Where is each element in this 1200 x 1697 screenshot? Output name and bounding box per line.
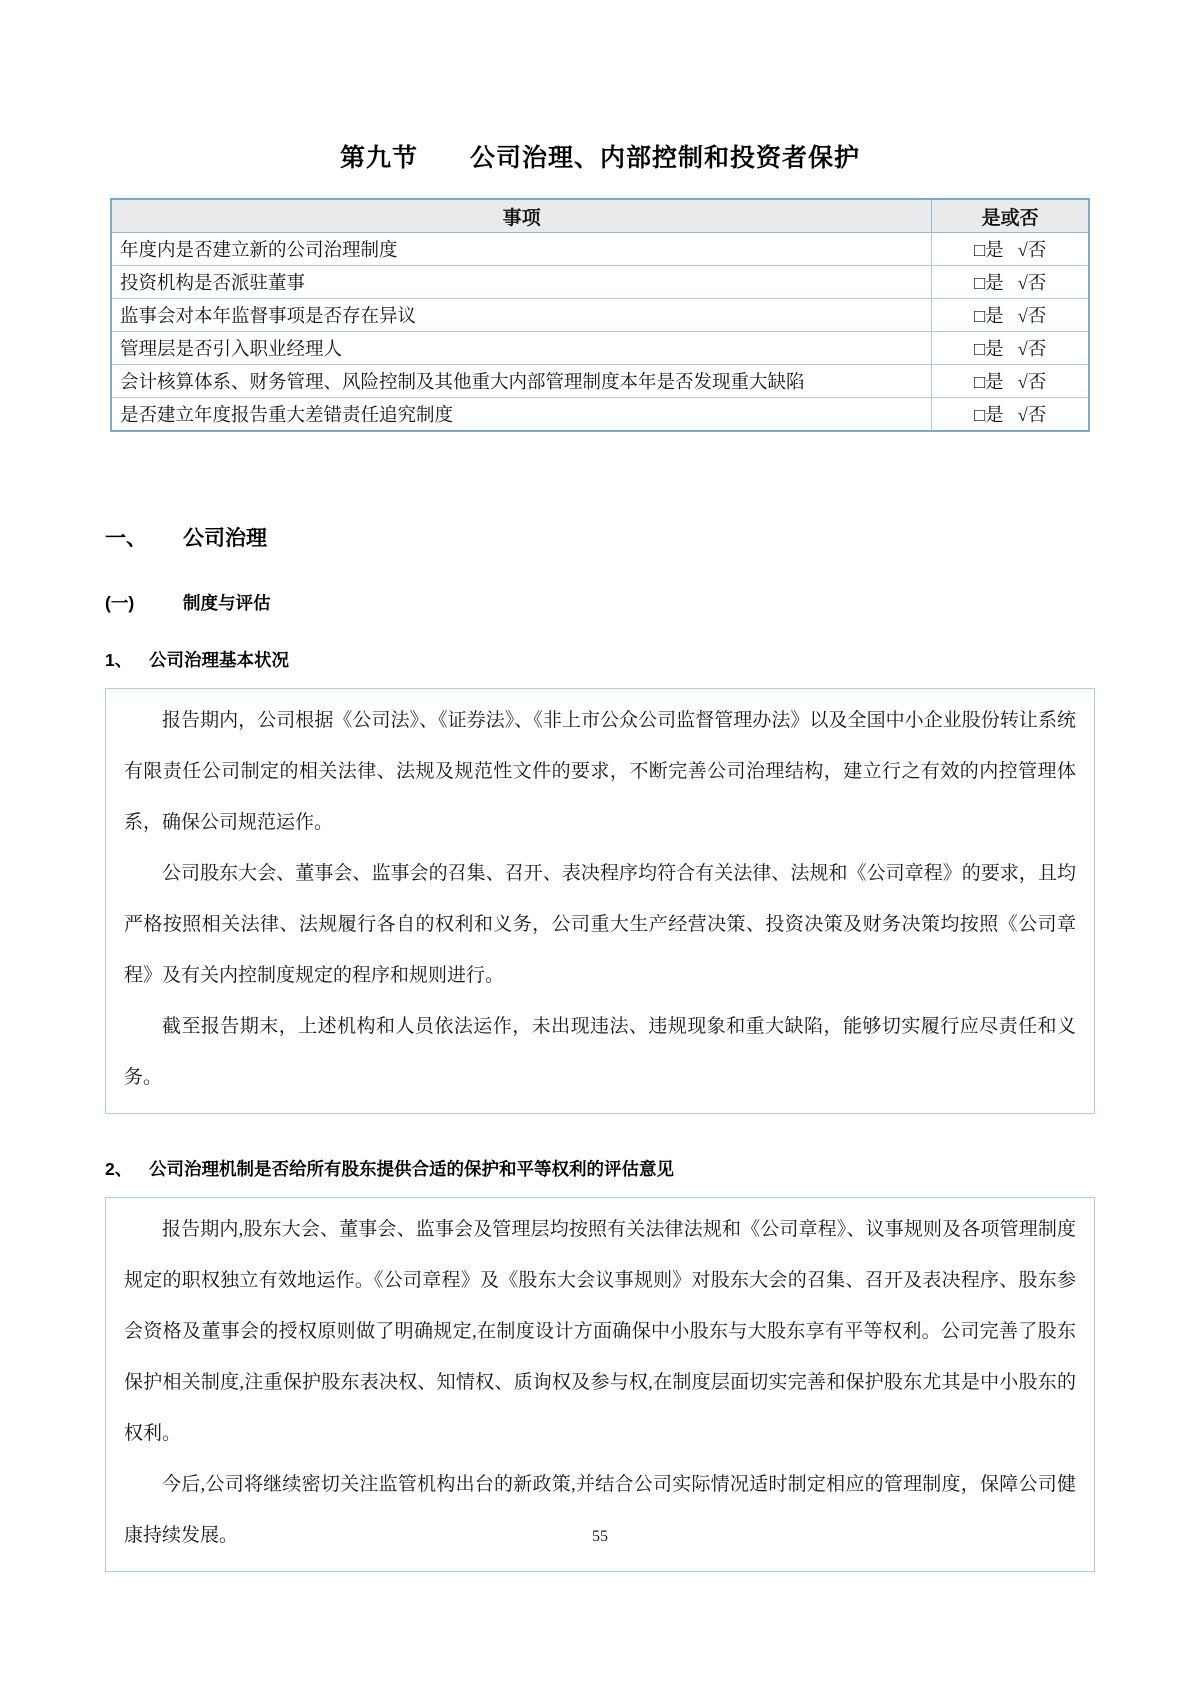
item-title: 公司治理基本状况: [149, 650, 289, 670]
governance-checklist-table: [110, 198, 1090, 432]
table-row: [111, 266, 1089, 299]
subsection-heading-system-evaluation: [105, 590, 1095, 615]
checkbox-unchecked-yes: □是: [973, 307, 1004, 327]
table-row: [111, 332, 1089, 365]
column-header-yes-or-no: 是或否: [932, 199, 1089, 233]
answer-cell: [932, 398, 1089, 432]
checkbox-unchecked-yes: □是: [973, 373, 1004, 393]
item-title: 公司治理机制是否给所有股东提供合适的保护和平等权利的评估意见: [149, 1159, 674, 1179]
shareholder-protection-text-box: [105, 1197, 1095, 1572]
checkmark-no: √否: [1017, 307, 1047, 327]
governance-status-text-box: [105, 688, 1095, 1114]
answer-cell: [932, 332, 1089, 365]
item-heading-shareholder-protection-evaluation: [105, 1156, 1095, 1181]
item-text: 管理层是否引入职业经理人: [111, 332, 932, 365]
item-text: 投资机构是否派驻董事: [111, 266, 932, 299]
paragraph: 截至报告期末，上述机构和人员依法运作，未出现违法、违规现象和重大缺陷，能够切实履行应尽责任和义务。: [124, 1016, 1076, 1088]
table-header-row: [111, 199, 1089, 233]
item-text: 会计核算体系、财务管理、风险控制及其他重大内部管理制度本年是否发现重大缺陷: [111, 365, 932, 398]
section-number: 一、: [105, 527, 147, 550]
column-header-item: 事项: [111, 199, 932, 233]
table-row: [111, 299, 1089, 332]
answer-cell: [932, 365, 1089, 398]
table-row: [111, 233, 1089, 266]
checkbox-unchecked-yes: □是: [973, 241, 1004, 261]
item-text: 年度内是否建立新的公司治理制度: [111, 233, 932, 266]
answer-cell: [932, 266, 1089, 299]
paragraph: 公司股东大会、董事会、监事会的召集、召开、表决程序均符合有关法律、法规和《公司章程》的要求，且均严格按照相关法律、法规履行各自的权利和义务，公司重大生产经营决策、投资决策及财务决策均按照《公司章程》及有关内控制度规定的程序和规则进行。: [124, 863, 1076, 986]
page-number: 55: [592, 1528, 608, 1545]
item-number: 1、: [105, 650, 133, 670]
paragraph: 今后,公司将继续密切关注监管机构出台的新政策,并结合公司实际情况适时制定相应的管理制度，保障公司健康持续发展。: [124, 1474, 1076, 1546]
item-text: 是否建立年度报告重大差错责任追究制度: [111, 398, 932, 432]
item-heading-governance-basic-status: [105, 647, 1095, 672]
subsection-title: 制度与评估: [183, 593, 271, 613]
answer-cell: [932, 233, 1089, 266]
checkmark-no: √否: [1017, 274, 1047, 294]
table-row: [111, 398, 1089, 432]
checkmark-no: √否: [1017, 406, 1047, 426]
answer-cell: [932, 299, 1089, 332]
checkbox-unchecked-yes: □是: [973, 406, 1004, 426]
checkbox-unchecked-yes: □是: [973, 274, 1004, 294]
checkmark-no: √否: [1017, 241, 1047, 261]
section-title: 公司治理: [183, 527, 267, 550]
paragraph: 报告期内,股东大会、董事会、监事会及管理层均按照有关法律法规和《公司章程》、议事规则及各项管理制度规定的职权独立有效地运作。《公司章程》及《股东大会议事规则》对股东大会的召集、召开及表决程序、股东参会资格及董事会的授权原则做了明确规定,在制度设计方面确保中小股东与大股东享有平等权利。公司完善了股东保护相关制度,注重保护股东表决权、知情权、质询权及参与权,在制度层面切实完善和保护股东尤其是中小股东的权利。: [124, 1219, 1076, 1444]
page-title: 第九节 公司治理、内部控制和投资者保护: [339, 144, 860, 172]
item-number: 2、: [105, 1159, 133, 1179]
section-heading-governance: [105, 522, 1095, 552]
checkbox-unchecked-yes: □是: [973, 340, 1004, 360]
checkmark-no: √否: [1017, 340, 1047, 360]
table-row: [111, 365, 1089, 398]
paragraph: 报告期内，公司根据《公司法》、《证券法》、《非上市公众公司监督管理办法》以及全国中小企业股份转让系统有限责任公司制定的相关法律、法规及规范性文件的要求，不断完善公司治理结构，建立行之有效的内控管理体系，确保公司规范运作。: [124, 710, 1076, 833]
item-text: 监事会对本年监督事项是否存在异议: [111, 299, 932, 332]
checkmark-no: √否: [1017, 373, 1047, 393]
subsection-number: (一): [105, 593, 135, 613]
